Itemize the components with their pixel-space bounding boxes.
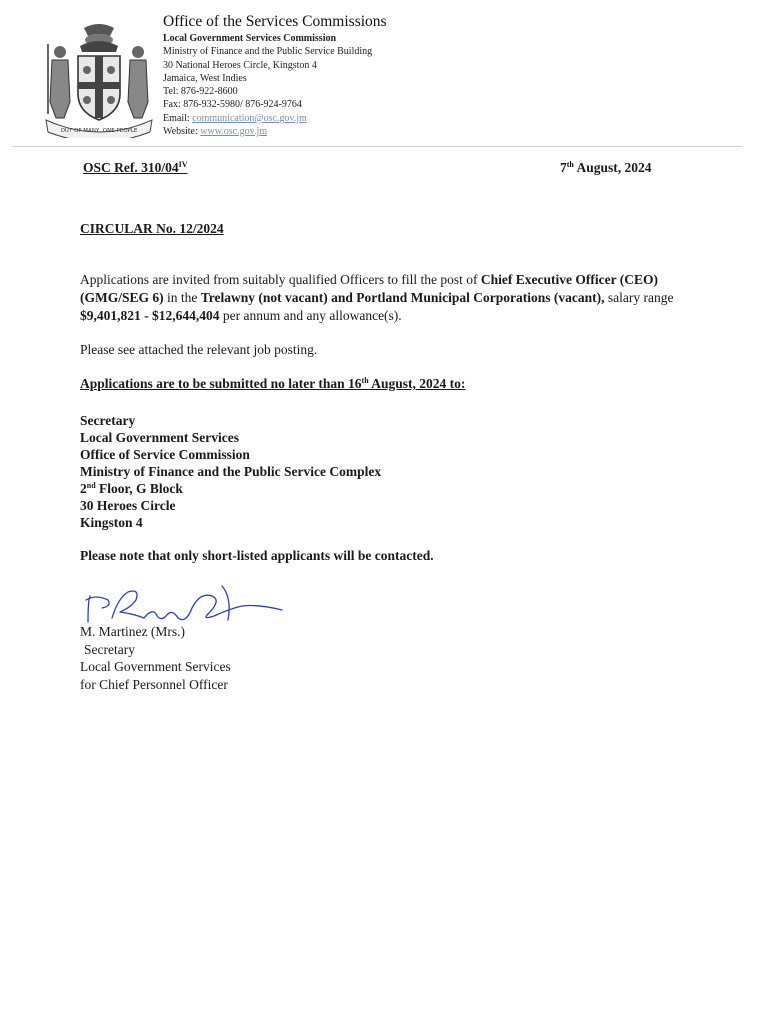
- coat-of-arms-logo: [40, 22, 158, 138]
- website-link[interactable]: www.osc.gov.jm: [200, 126, 268, 138]
- signatory-for: for Chief Personnel Officer: [80, 676, 228, 692]
- email-link[interactable]: communication@osc.gov.jm: [192, 112, 307, 124]
- signatory-department: Local Government Services: [80, 659, 231, 674]
- reference-number: OSC Ref. $310/04^{IV}$: [83, 160, 188, 175]
- address-line: 2nd Floor, G Block: [80, 481, 183, 496]
- circular-number: CIRCULAR No. 12/2024: [80, 221, 224, 236]
- building-name: Ministry of Finance and the Public Service Building: [163, 46, 373, 58]
- address-line: Secretary: [80, 413, 136, 428]
- commission-name: Local Government Services Commission: [163, 33, 337, 44]
- submission-address: [80, 412, 381, 531]
- signatory-title: Secretary: [84, 641, 135, 657]
- office-title: Office of the Services Commissions: [163, 13, 387, 30]
- email-row: Email: communication@osc.gov.jm: [163, 112, 307, 124]
- fax: Fax: 876-932-5980/ 876-924-9764: [163, 99, 302, 111]
- address-line: Office of Service Commission: [80, 447, 250, 462]
- document-date: 7th August, 2024: [560, 160, 652, 175]
- header-divider: [12, 146, 742, 147]
- country: Jamaica, West Indies: [163, 72, 247, 84]
- invitation-paragraph: Applications are invited from suitably qualified Officers to fill the post of Chief Executive Officer (CEO) (GMG/SEG 6) in the Trelawny (not vacant) and Portland Municipal Corporations (vacant), salary range $9,401,821 - $12,644,404 per annum and any allowance(s).: [80, 272, 674, 323]
- shortlist-note: Please note that only short-listed applicants will be contacted.: [80, 548, 434, 563]
- telephone: Tel: 876-922-8600: [163, 86, 238, 98]
- signatory-name: M. Martinez (Mrs.): [80, 624, 185, 639]
- submission-deadline: Applications are to be submitted no later than 16th August, 2024 to:: [80, 376, 466, 391]
- website-row: Website: www.osc.gov.jm: [163, 126, 268, 138]
- street-address: 30 National Heroes Circle, Kingston 4: [163, 59, 317, 71]
- address-line: Ministry of Finance and the Public Service Complex: [80, 464, 382, 479]
- address-line: 30 Heroes Circle: [80, 498, 176, 513]
- attachment-note: Please see attached the relevant job posting.: [80, 342, 318, 357]
- svg-text:OUT OF MANY, ONE PEOPLE: OUT OF MANY, ONE PEOPLE: [60, 128, 138, 134]
- address-line: Kingston 4: [80, 515, 143, 530]
- address-line: Local Government Services: [80, 430, 239, 445]
- letterhead: [163, 12, 523, 138]
- signatory-block: [80, 623, 231, 693]
